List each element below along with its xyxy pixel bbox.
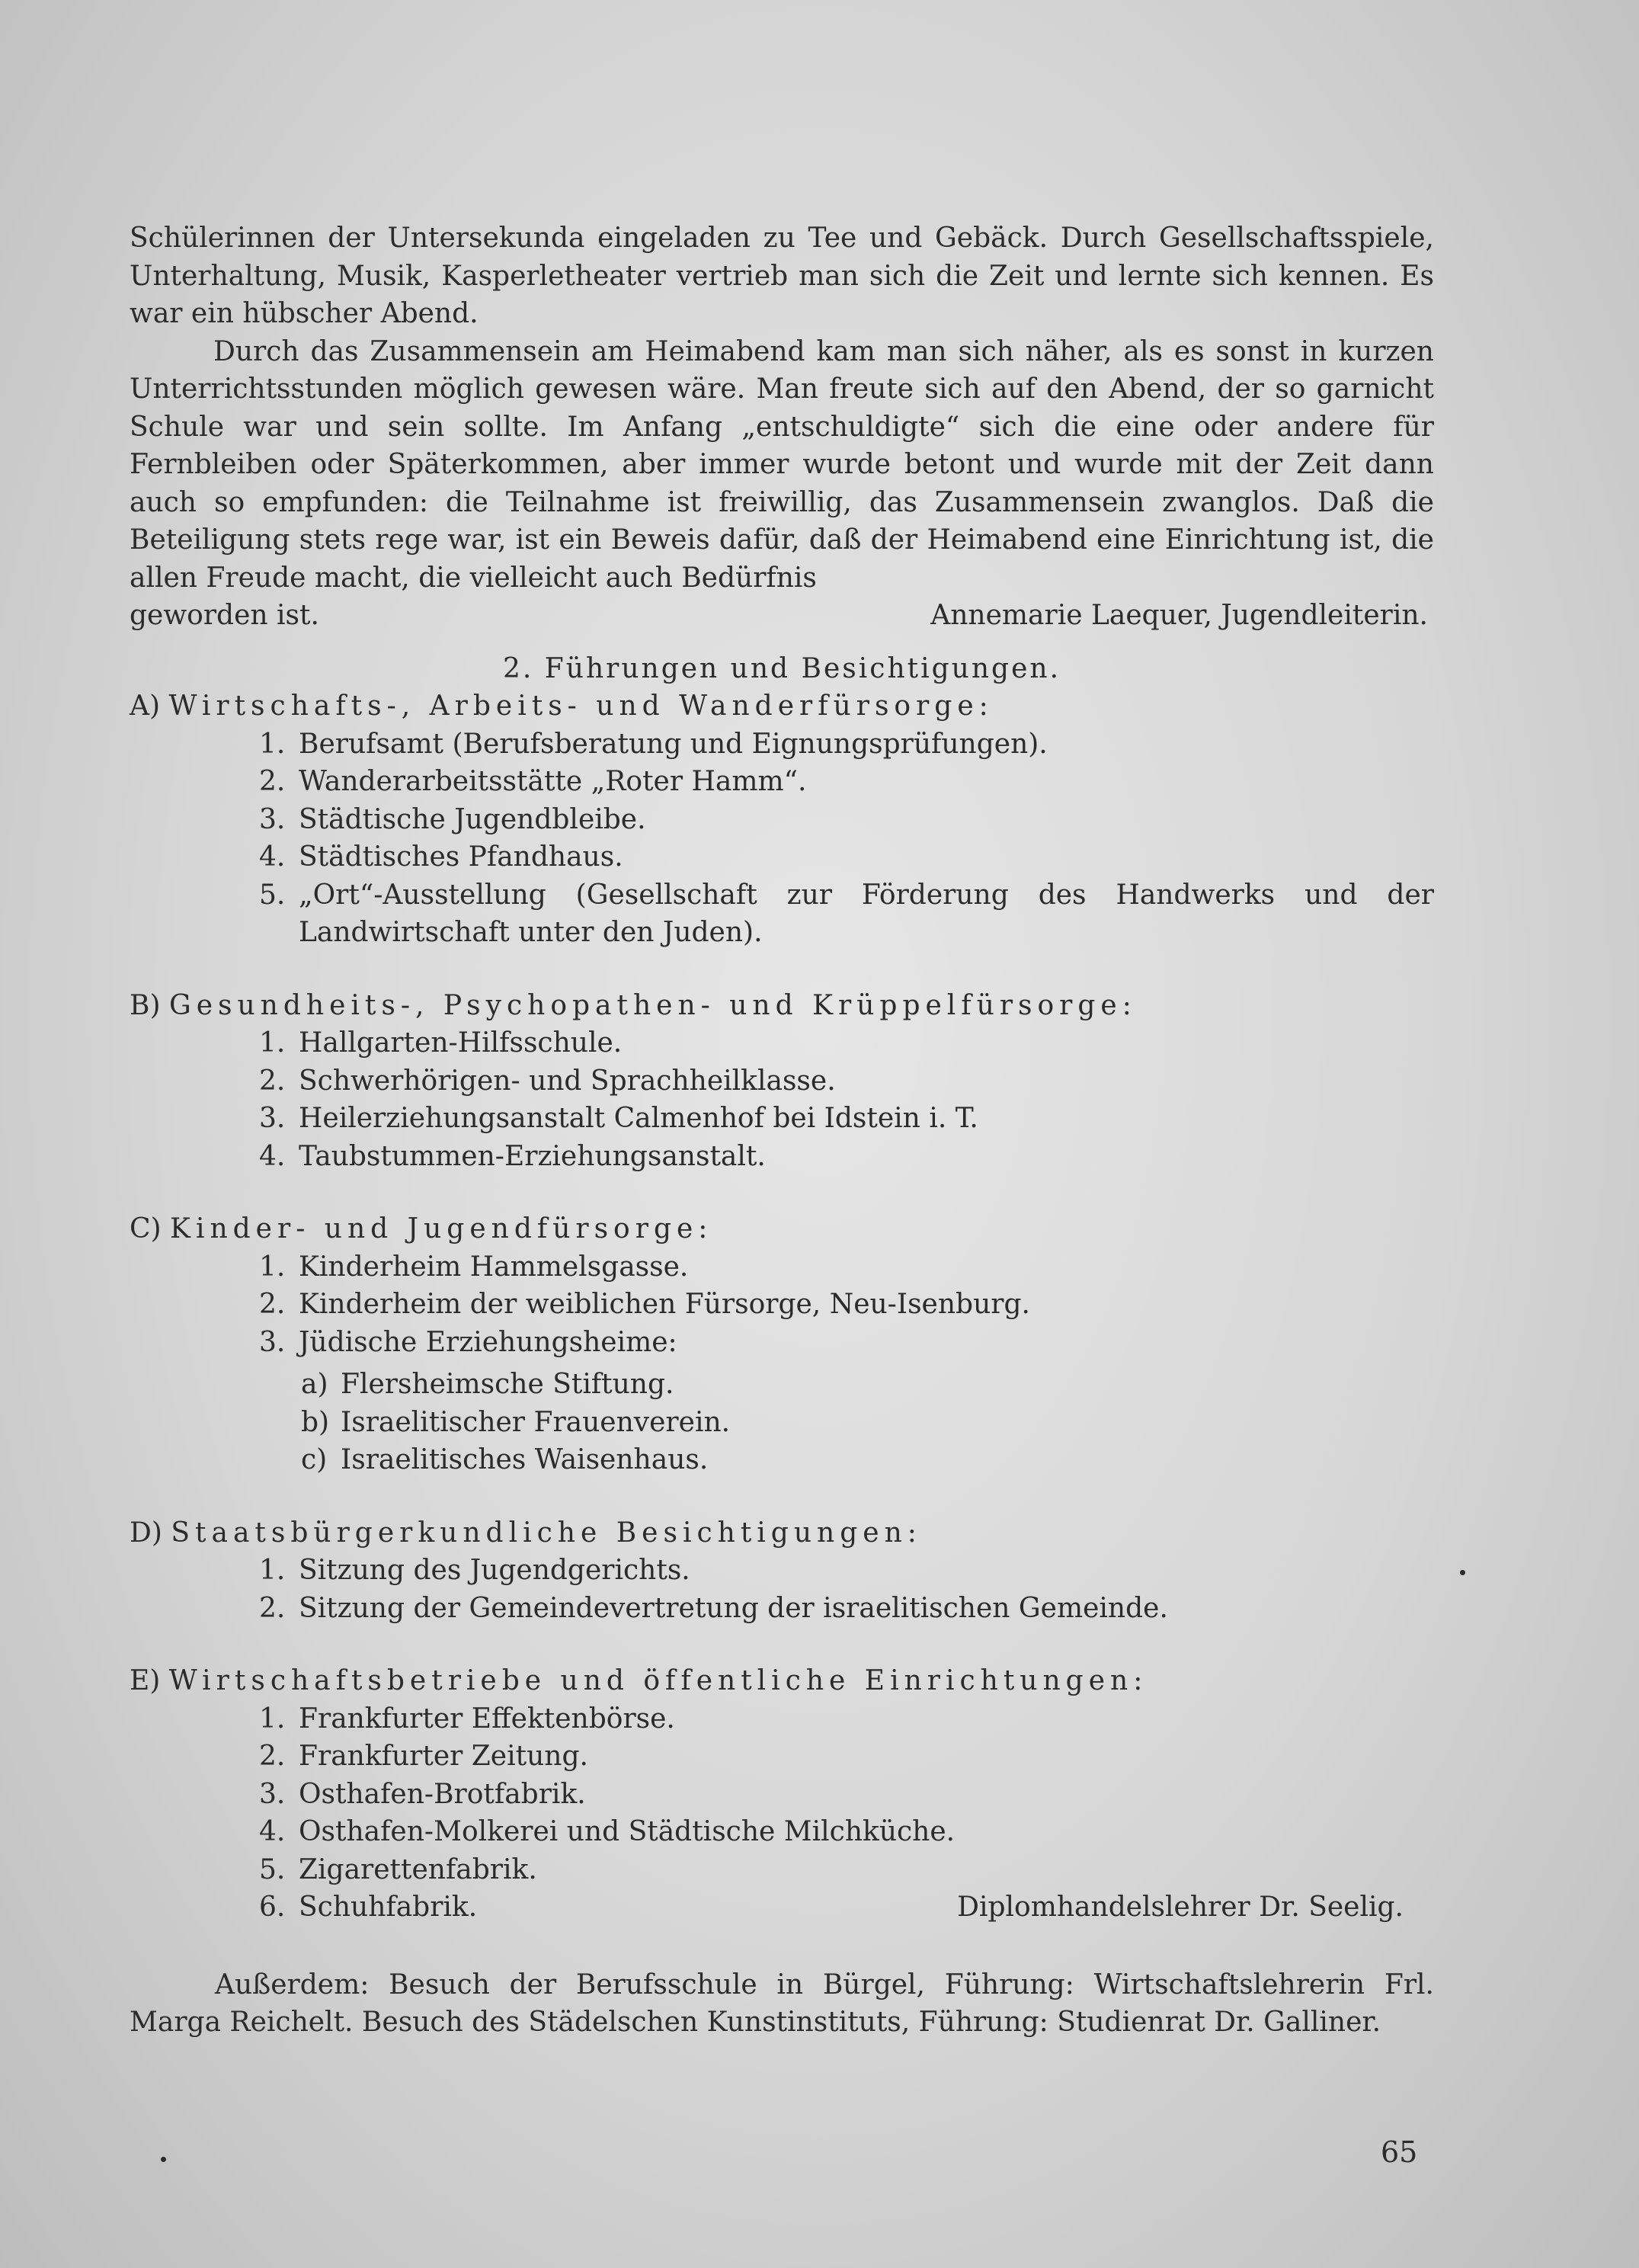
- item-number: 2.: [259, 1065, 286, 1097]
- item-text: Frankfurter Zeitung.: [299, 1741, 588, 1772]
- section-prefix: A): [130, 690, 161, 722]
- sub-list-item: [259, 1441, 730, 1479]
- ausserdem-text: Außerdem: Besuch der Berufsschule in Bürgel, Führung: Wirtschaftslehrerin Frl. Marga Reichelt. Besuch des Städelschen Kunstinstituts, Führung: Studienrat Dr. Galliner.: [130, 1968, 1434, 2038]
- list-item: [259, 1851, 1434, 1889]
- section-title: [130, 1662, 1434, 1700]
- intro-signature: Annemarie Laequer, Jugendleiterin.: [930, 600, 1428, 631]
- section-list: [130, 1552, 1434, 1627]
- sub-item-letter: a): [301, 1369, 328, 1400]
- sub-list: [259, 1366, 730, 1479]
- list-item: [259, 1776, 1434, 1814]
- item-number: 3.: [259, 1778, 286, 1810]
- section-c: [130, 1210, 1434, 1479]
- item-number: 3.: [259, 803, 286, 835]
- page-content: [130, 219, 1434, 2042]
- page-number: 65: [1381, 2135, 1418, 2169]
- sub-list-item: [259, 1366, 730, 1404]
- item-text: Heilerziehungsanstalt Calmenhof bei Idstein i. T.: [299, 1103, 978, 1134]
- item-text: Kinderheim der weiblichen Fürsorge, Neu-Isenburg.: [299, 1289, 1030, 1320]
- item-text: Jüdische Erziehungsheime:: [299, 1326, 677, 1358]
- item-text: Berufsamt (Berufsberatung und Eignungsprüfungen).: [299, 728, 1048, 760]
- item-number: 2.: [259, 1592, 286, 1624]
- print-speck: [161, 2157, 166, 2162]
- item-number: 6.: [259, 1892, 286, 1923]
- section-prefix: E): [130, 1665, 161, 1696]
- sub-item-text: Israelitischer Frauenverein.: [341, 1406, 731, 1438]
- section-list: [130, 1024, 1434, 1175]
- sub-item-text: Flersheimsche Stiftung.: [341, 1369, 674, 1400]
- list-item: [259, 1024, 1434, 1062]
- list-item: [259, 1138, 1434, 1176]
- item-number: 5.: [259, 1853, 286, 1885]
- list-item: [259, 1100, 1434, 1138]
- list-item: [259, 726, 1434, 764]
- section-title-text: Wirtschaftsbetriebe und öffentliche Einrichtungen:: [168, 1665, 1148, 1696]
- list-item: [259, 1062, 1434, 1100]
- item-number: 1.: [259, 1027, 286, 1059]
- item-number: 2.: [259, 766, 286, 797]
- item-text: Taubstummen-Erziehungsanstalt.: [299, 1140, 766, 1172]
- item-text: Hallgarten-Hilfsschule.: [299, 1027, 623, 1059]
- item-number: 4.: [259, 1140, 286, 1172]
- section-title-text: Kinder- und Jugendfürsorge:: [170, 1213, 713, 1245]
- item-number: 5.: [259, 879, 286, 911]
- list-item: [259, 1324, 1434, 1362]
- section-title: [130, 687, 1434, 726]
- intro-paragraph-2-end: geworden ist.: [130, 600, 319, 631]
- item-with-signature: [299, 1888, 1434, 1927]
- print-speck: [1460, 1570, 1465, 1575]
- item-number: 1.: [259, 1703, 286, 1735]
- section-signature: Diplomhandelslehrer Dr. Seelig.: [957, 1892, 1404, 1923]
- item-text: „Ort“-Ausstellung (Gesellschaft zur Förderung des Handwerks und der Landwirtschaft unter den Juden).: [299, 879, 1434, 948]
- list-item: [259, 801, 1434, 839]
- section-title: [130, 987, 1434, 1025]
- item-text: Wanderarbeitsstätte „Roter Hamm“.: [299, 766, 807, 797]
- list-item: [259, 763, 1434, 801]
- list-item: [259, 1248, 1434, 1286]
- section-title: [130, 1210, 1434, 1248]
- sub-item-letter: c): [301, 1444, 328, 1475]
- sublist-container: [259, 1361, 1434, 1479]
- item-text: Kinderheim Hammelsgasse.: [299, 1251, 689, 1283]
- section-prefix: B): [130, 989, 161, 1021]
- section-heading: 2. Führungen und Besichtigungen.: [502, 652, 1061, 684]
- sub-list-item: [259, 1404, 730, 1442]
- list-item: [259, 1286, 1434, 1324]
- item-text: Schwerhörigen- und Sprachheilklasse.: [299, 1065, 836, 1097]
- section-list: [130, 726, 1434, 952]
- section-d: [130, 1514, 1434, 1628]
- item-number: 3.: [259, 1103, 286, 1134]
- section-e: [130, 1662, 1434, 1927]
- item-number: 1.: [259, 1555, 286, 1586]
- item-number: 1.: [259, 1251, 286, 1283]
- list-item: [259, 1888, 1434, 1927]
- section-title: [130, 1514, 1434, 1552]
- item-text: Frankfurter Effektenbörse.: [299, 1703, 675, 1735]
- item-number: 4.: [259, 1816, 286, 1847]
- section-title-text: Wirtschafts-, Arbeits- und Wanderfürsorge:: [168, 690, 994, 722]
- list-item: [259, 1738, 1434, 1776]
- item-text: Städtische Jugendbleibe.: [299, 803, 646, 835]
- item-number: 3.: [259, 1326, 286, 1358]
- sub-item-text: Israelitisches Waisenhaus.: [341, 1444, 709, 1475]
- list-item: [259, 1700, 1434, 1738]
- section-prefix: C): [130, 1213, 162, 1245]
- section-title-text: Gesundheits-, Psychopathen- und Krüppelfürsorge:: [168, 989, 1137, 1021]
- intro-signature-line: [130, 597, 1434, 635]
- item-text: Schuhfabrik.: [299, 1892, 478, 1923]
- ausserdem-paragraph: [130, 1966, 1434, 2042]
- section-title-text: Staatsbürgerkundliche Besichtigungen:: [171, 1517, 922, 1549]
- item-text: Sitzung des Jugendgerichts.: [299, 1555, 690, 1586]
- list-item: [259, 1813, 1434, 1851]
- section-list: [130, 1700, 1434, 1927]
- item-text: Osthafen-Molkerei und Städtische Milchküche.: [299, 1816, 956, 1847]
- item-text: Osthafen-Brotfabrik.: [299, 1778, 586, 1810]
- item-number: 4.: [259, 841, 286, 873]
- item-number: 1.: [259, 728, 286, 760]
- list-item: [259, 1590, 1434, 1628]
- item-text: Sitzung der Gemeindevertretung der israelitischen Gemeinde.: [299, 1592, 1168, 1624]
- sub-item-letter: b): [301, 1406, 330, 1438]
- list-item: [259, 838, 1434, 876]
- item-text: Städtisches Pfandhaus.: [299, 841, 623, 873]
- section-a: [130, 687, 1434, 952]
- section-prefix: D): [130, 1517, 162, 1549]
- list-item: [259, 1552, 1434, 1590]
- list-item: [259, 876, 1434, 952]
- section-list: [130, 1248, 1434, 1479]
- item-text: Zigarettenfabrik.: [299, 1853, 537, 1885]
- section-b: [130, 987, 1434, 1176]
- intro-paragraph-2: Durch das Zusammensein am Heimabend kam man sich näher, als es sonst in kurzen Unterrichtsstunden möglich gewesen wäre. Man freute sich auf den Abend, der so garnicht Schule war und sein sollte. Im Anfang „entschuldigte“ sich die eine oder andere für Fernbleiben oder Späterkommen, aber immer wurde betont und wurde mit der Zeit dann auch so empfunden: die Teilnahme ist freiwillig, das Zusammensein zwanglos. Daß die Beteiligung stets rege war, ist ein Beweis dafür, daß der Heimabend eine Einrichtung ist, die allen Freude macht, die vielleicht auch Bedürfnis: [130, 335, 1434, 594]
- intro-paragraph-1: Schülerinnen der Untersekunda eingeladen zu Tee und Gebäck. Durch Gesellschaftsspiele, Unterhaltung, Musik, Kasperletheater vertrieb man sich die Zeit und lernte sich kennen. Es war ein hübscher Abend.: [130, 223, 1434, 329]
- item-number: 2.: [259, 1741, 286, 1772]
- item-number: 2.: [259, 1289, 286, 1320]
